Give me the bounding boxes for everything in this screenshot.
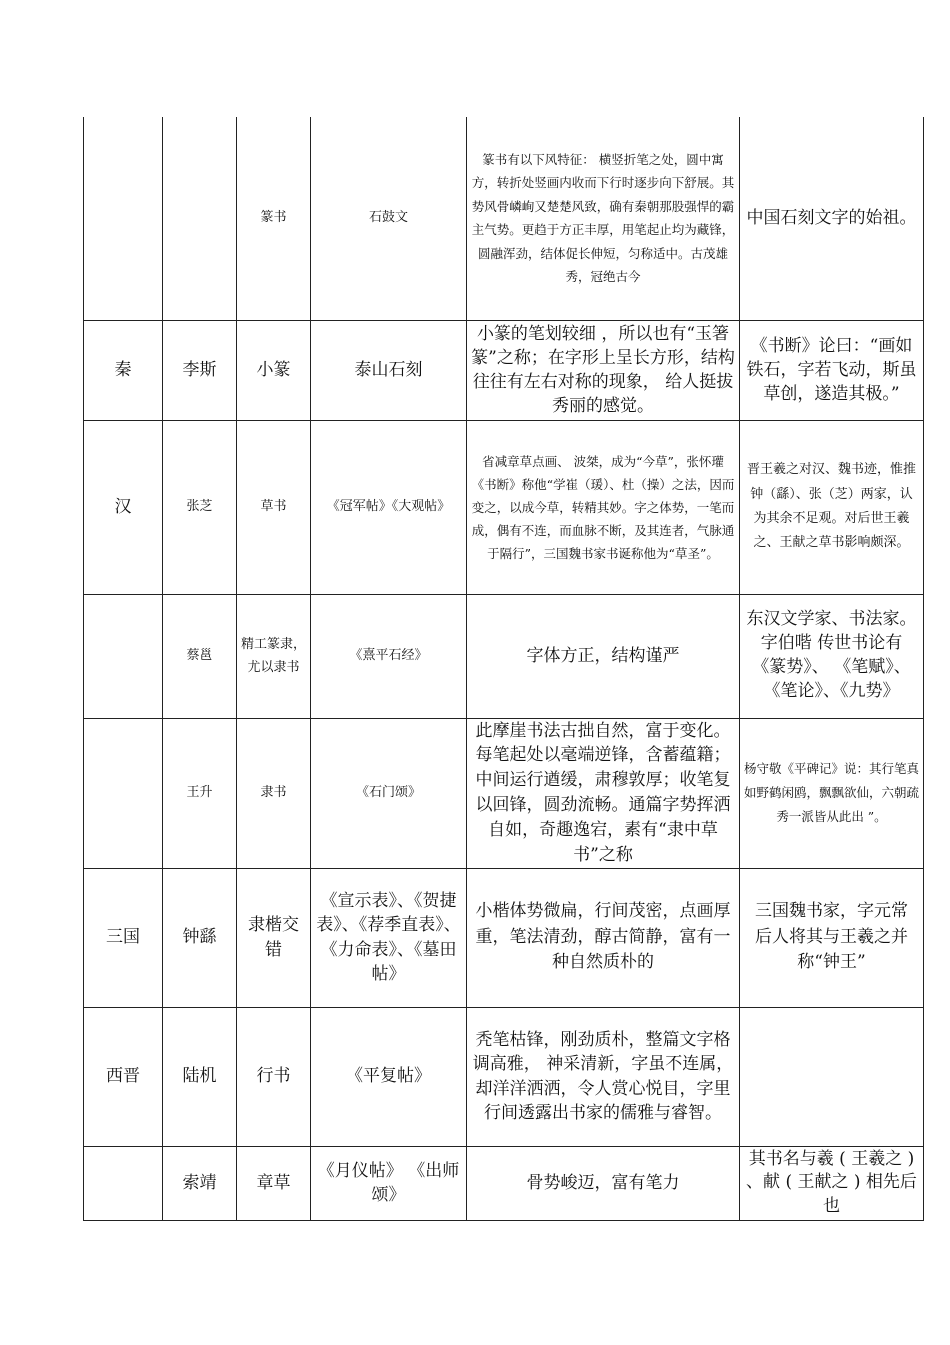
features-cell: 秃笔枯锋，刚劲质朴，整篇文字格调高雅， 神采清新，字虽不连属，却洋洋洒洒，令人赏心悦目，字里行间透露出书家的儒雅与睿智。 (467, 1007, 740, 1146)
calligraphy-table (83, 117, 924, 1221)
table-row (84, 117, 924, 320)
person-cell: 张芝 (163, 420, 237, 594)
features-cell: 字体方正，结构谨严 (467, 594, 740, 718)
evaluation-cell: 其书名与羲 ( 王羲之 ) 、献 ( 王献之 ) 相先后也 (740, 1146, 924, 1220)
script-cell: 行书 (237, 1007, 311, 1146)
dynasty-cell: 西晋 (84, 1007, 163, 1146)
evaluation-cell: 东汉文学家、书法家。字伯喈 传世书论有《篆势》、 《笔赋》、《笔论》、《九势》 (740, 594, 924, 718)
evaluation-cell: 中国石刻文字的始祖。 (740, 117, 924, 320)
table-row (84, 868, 924, 1007)
person-cell: 蔡邕 (163, 594, 237, 718)
works-cell: 《熹平石经》 (311, 594, 467, 718)
evaluation-cell: 晋王羲之对汉、魏书迹，惟推钟（繇）、张（芝）两家，认为其余不足观。对后世王羲之、王献之草书影响颇深。 (740, 420, 924, 594)
dynasty-cell: 汉 (84, 420, 163, 594)
features-cell: 小篆的笔划较细 ，所以也有“玉箸篆”之称；在字形上呈长方形，结构往往有左右对称的现象， 给人挺拔秀丽的感觉。 (467, 320, 740, 420)
works-cell: 泰山石刻 (311, 320, 467, 420)
evaluation-cell: 三国魏书家，字元常 后人将其与王羲之并称“钟王” (740, 868, 924, 1007)
works-cell: 《冠军帖》《大观帖》 (311, 420, 467, 594)
table-row (84, 320, 924, 420)
script-cell: 草书 (237, 420, 311, 594)
evaluation-cell: 《书断》论曰：“画如铁石，字若飞动，斯虽草创，遂造其极。” (740, 320, 924, 420)
dynasty-cell (84, 117, 163, 320)
works-cell: 《月仪帖》 《出师颂》 (311, 1146, 467, 1220)
table-row (84, 718, 924, 868)
person-cell: 陆机 (163, 1007, 237, 1146)
script-cell: 隶楷交错 (237, 868, 311, 1007)
dynasty-cell (84, 1146, 163, 1220)
table-row (84, 1007, 924, 1146)
works-cell: 《宣示表》、《贺捷表》、《荐季直表》、《力命表》、《墓田帖》 (311, 868, 467, 1007)
dynasty-cell: 秦 (84, 320, 163, 420)
features-cell: 此摩崖书法古拙自然，富于变化。每笔起处以毫端逆锋，含蓄蕴籍；中间运行遒缓，肃穆敦厚；收笔复以回锋，圆劲流畅。通篇字势挥洒自如，奇趣逸宕，素有“隶中草书”之称 (467, 718, 740, 868)
person-cell: 索靖 (163, 1146, 237, 1220)
features-cell: 省减章草点画、 波桀，成为“今草”，张怀瓘《书断》称他“学崔（瑗）、杜（操）之法，因而变之，以成今草，转精其妙。字之体势，一笔而成，偶有不连，而血脉不断，及其连者，气脉通于隔行”，三国魏书家书诞称他为“草圣”。 (467, 420, 740, 594)
person-cell: 王升 (163, 718, 237, 868)
person-cell: 李斯 (163, 320, 237, 420)
features-cell: 小楷体势微扁，行间茂密，点画厚重，笔法清劲，醇古简静，富有一种自然质朴的 (467, 868, 740, 1007)
person-cell: 钟繇 (163, 868, 237, 1007)
table-row (84, 1146, 924, 1220)
works-cell: 《石门颂》 (311, 718, 467, 868)
works-cell: 《平复帖》 (311, 1007, 467, 1146)
dynasty-cell (84, 718, 163, 868)
evaluation-cell: 杨守敬《平碑记》说：其行笔真如野鹤闲鸥，飘飘欲仙，六朝疏秀一派皆从此出 ”。 (740, 718, 924, 868)
person-cell (163, 117, 237, 320)
script-cell: 隶书 (237, 718, 311, 868)
script-cell: 章草 (237, 1146, 311, 1220)
table-row (84, 420, 924, 594)
works-cell: 石鼓文 (311, 117, 467, 320)
evaluation-cell (740, 1007, 924, 1146)
table-row (84, 594, 924, 718)
script-cell: 篆书 (237, 117, 311, 320)
script-cell: 小篆 (237, 320, 311, 420)
features-cell: 篆书有以下风特征： 横竖折笔之处，圆中寓方，转折处竖画内收而下行时逐步向下舒展。其势风骨嶙峋又楚楚风致，确有秦朝那股强悍的霸主气势。更趋于方正丰厚，用笔起止均为藏锋，圆融浑劲，结体促长伸短，匀称适中。古茂雄秀，冠绝古今 (467, 117, 740, 320)
script-cell: 精工篆隶，尤以隶书 (237, 594, 311, 718)
dynasty-cell (84, 594, 163, 718)
features-cell: 骨势峻迈，富有笔力 (467, 1146, 740, 1220)
dynasty-cell: 三国 (84, 868, 163, 1007)
